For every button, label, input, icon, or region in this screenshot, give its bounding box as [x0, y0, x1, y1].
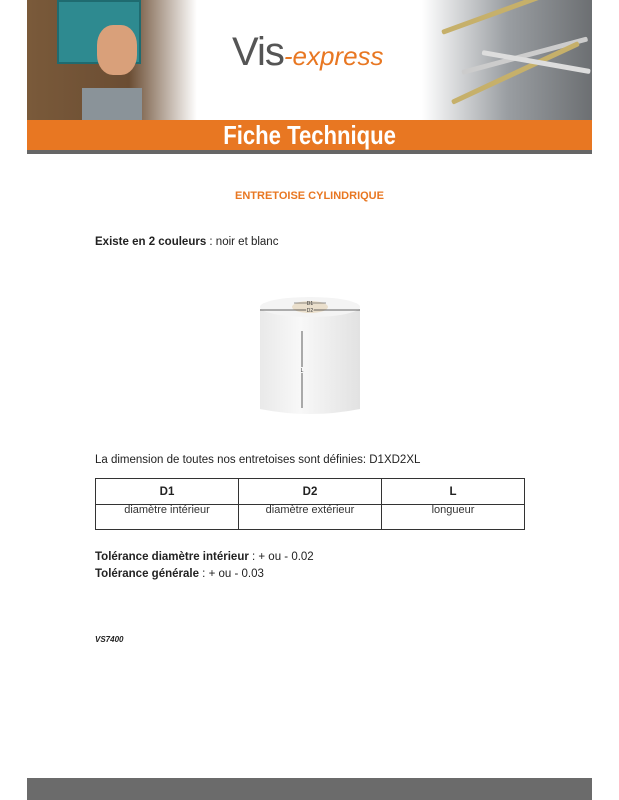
footer-bar	[27, 778, 592, 800]
cell-d1: diamètre intérieur	[96, 505, 239, 530]
reference-code: VS7400	[95, 635, 124, 644]
header-d2: D2	[239, 479, 382, 505]
logo: Vis-express	[232, 30, 384, 74]
header-d1: D1	[96, 479, 239, 505]
l-label: L	[300, 368, 304, 374]
workshop-photo	[27, 0, 197, 120]
dimension-text: La dimension de toutes nos entretoises sont définies: D1XD2XL	[95, 454, 421, 466]
tolerance-general: Tolérance générale : + ou - 0.03	[95, 568, 264, 580]
divider	[27, 150, 592, 154]
tolerance-inner: Tolérance diamètre intérieur : + ou - 0.02	[95, 551, 314, 563]
product-title: ENTRETOISE CYLINDRIQUE	[235, 190, 384, 202]
spacer-diagram	[258, 293, 362, 417]
colors-line: Existe en 2 couleurs : noir et blanc	[95, 236, 279, 248]
banner-title: Fiche Technique	[27, 120, 592, 150]
cell-l: longueur	[382, 505, 525, 530]
header-l: L	[382, 479, 525, 505]
dimension-table	[95, 478, 525, 530]
d1-label: D1	[306, 301, 314, 307]
table-row	[96, 505, 525, 530]
header-banner	[27, 0, 592, 120]
d2-label: D2	[306, 308, 314, 314]
cell-d2: diamètre extérieur	[239, 505, 382, 530]
screws-photo	[422, 0, 592, 120]
